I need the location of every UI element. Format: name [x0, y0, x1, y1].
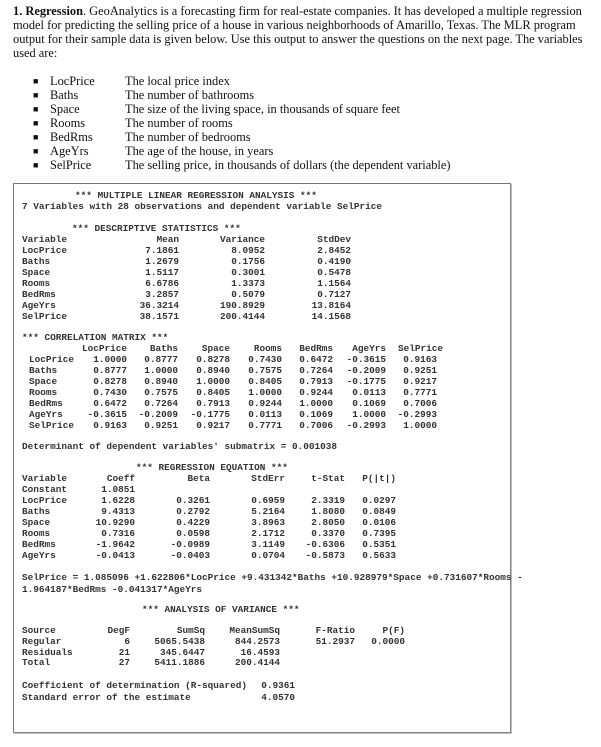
- table-cell: 1.0000: [196, 376, 230, 387]
- column-header: SumSq: [176, 625, 205, 636]
- variable-description: The number of bathrooms: [125, 88, 255, 102]
- column-header: Rooms: [253, 343, 282, 354]
- row-label: Baths: [22, 506, 51, 517]
- variable-description: The number of bedrooms: [125, 130, 251, 144]
- row-label: AgeYrs: [22, 550, 56, 561]
- table-cell: 0.7264: [144, 398, 178, 409]
- regression-equation: 1.964187*BedRms -0.041317*AgeYrs: [22, 584, 203, 595]
- table-cell: 0.3370: [311, 528, 345, 539]
- table-cell: 1.3373: [231, 278, 265, 289]
- variable-name: BedRms: [50, 130, 93, 144]
- table-cell: 1.0000: [299, 398, 333, 409]
- table-cell: 0.0297: [362, 495, 396, 506]
- bullet-icon: ■: [33, 118, 39, 128]
- table-cell: 6: [124, 636, 130, 647]
- table-cell: 0.9163: [93, 420, 127, 431]
- table-cell: -0.5873: [305, 550, 345, 561]
- table-cell: 0.7006: [299, 420, 333, 431]
- determinant-line: Determinant of dependent variables' submatrix = 0.001038: [22, 441, 338, 452]
- row-label: Baths: [22, 256, 51, 267]
- section-title: *** ANALYSIS OF VARIANCE ***: [142, 604, 300, 615]
- column-header: Variable: [22, 234, 68, 245]
- table-cell: 5.2164: [251, 506, 285, 517]
- table-cell: 0.1756: [231, 256, 265, 267]
- table-cell: 0.0113: [248, 409, 282, 420]
- table-cell: 0.7316: [101, 528, 135, 539]
- table-cell: -0.2009: [138, 409, 178, 420]
- table-cell: 0.5351: [362, 539, 396, 550]
- row-label: BedRms: [22, 539, 56, 550]
- table-cell: 0.5478: [317, 267, 351, 278]
- table-cell: 10.9290: [95, 517, 135, 528]
- table-cell: -0.6306: [305, 539, 345, 550]
- table-cell: 38.1571: [139, 311, 179, 322]
- table-cell: 0.2792: [176, 506, 210, 517]
- bullet-icon: ■: [33, 146, 39, 156]
- table-cell: -0.1775: [190, 409, 230, 420]
- table-cell: 0.6472: [299, 354, 333, 365]
- table-cell: 0.6959: [251, 495, 285, 506]
- row-label: Residuals: [22, 646, 73, 658]
- row-label: AgeYrs: [22, 300, 56, 311]
- regression-output-panel: [13, 183, 523, 733]
- variable-description: The size of the living space, in thousands of square feet: [125, 102, 400, 116]
- column-header: Variable: [22, 473, 68, 484]
- table-cell: 0.8278: [196, 354, 230, 365]
- row-label: AgeYrs: [29, 409, 63, 420]
- section-title: *** DESCRIPTIVE STATISTICS ***: [72, 223, 241, 234]
- table-cell: 0.8777: [93, 365, 127, 376]
- row-label: Total: [22, 657, 51, 668]
- table-cell: 1.0000: [403, 420, 437, 431]
- table-cell: 0.7913: [299, 376, 333, 387]
- column-header: AgeYrs: [352, 343, 386, 354]
- table-cell: 1.2679: [145, 256, 179, 267]
- table-cell: 0.9244: [299, 387, 333, 398]
- table-cell: 0.7771: [248, 420, 282, 431]
- table-cell: 0.4229: [176, 517, 210, 528]
- table-cell: 9.4313: [101, 506, 135, 517]
- table-cell: 0.7913: [196, 398, 230, 409]
- row-label: SelPrice: [29, 420, 75, 431]
- table-cell: 0.8777: [144, 354, 178, 365]
- variable-description: The age of the house, in years: [125, 144, 274, 158]
- table-cell: 0.9217: [403, 376, 437, 387]
- table-cell: 2.3319: [311, 495, 345, 506]
- table-cell: 1.0851: [101, 484, 135, 495]
- row-label: Rooms: [22, 528, 51, 539]
- variable-name: LocPrice: [50, 74, 95, 88]
- table-cell: 0.7430: [248, 354, 282, 365]
- bullet-icon: ■: [33, 90, 39, 100]
- table-cell: 0.3261: [176, 495, 210, 506]
- table-cell: 0.0849: [362, 506, 396, 517]
- table-cell: 0.9244: [248, 398, 282, 409]
- table-cell: 0.4190: [317, 256, 351, 267]
- table-cell: 200.4144: [234, 657, 280, 668]
- table-cell: 0.5079: [231, 289, 265, 300]
- table-cell: 16.4593: [240, 646, 280, 658]
- table-cell: 1.0000: [93, 354, 127, 365]
- column-header: Source: [22, 625, 56, 636]
- table-cell: 3.1149: [251, 539, 285, 550]
- column-header: P(|t|): [362, 473, 396, 484]
- table-cell: -0.0989: [170, 539, 210, 550]
- table-cell: 8.0952: [231, 245, 265, 256]
- row-label: LocPrice: [22, 495, 68, 506]
- table-cell: 345.6447: [159, 646, 205, 658]
- column-header: Mean: [156, 234, 179, 245]
- row-label: Rooms: [29, 387, 58, 398]
- table-cell: 0.3001: [231, 267, 265, 278]
- table-cell: 1.5117: [145, 267, 179, 278]
- column-header: StdErr: [251, 473, 285, 484]
- variable-description: The local price index: [125, 74, 230, 88]
- column-header: Beta: [187, 473, 210, 484]
- column-header: Coeff: [106, 473, 135, 484]
- table-cell: 2.8050: [311, 517, 345, 528]
- row-label: Rooms: [22, 278, 51, 289]
- table-cell: 27: [118, 657, 130, 668]
- column-header: P(F): [382, 625, 405, 636]
- row-label: LocPrice: [29, 354, 75, 365]
- table-cell: 1.0000: [144, 365, 178, 376]
- table-cell: 0.1069: [352, 398, 386, 409]
- variable-description: The selling price, in thousands of dollars (the dependent variable): [125, 158, 451, 172]
- r-squared-value: 0.9361: [261, 680, 295, 691]
- row-label: BedRms: [29, 398, 63, 409]
- bullet-icon: ■: [33, 160, 39, 170]
- table-cell: 0.9251: [144, 420, 178, 431]
- variable-name: Baths: [50, 88, 79, 102]
- table-cell: 13.8164: [311, 300, 351, 311]
- table-cell: 0.7771: [403, 387, 437, 398]
- variable-name: AgeYrs: [50, 144, 89, 158]
- table-cell: 5411.1886: [154, 657, 205, 668]
- table-cell: -0.3615: [87, 409, 127, 420]
- table-cell: 0.7575: [144, 387, 178, 398]
- table-cell: 5065.5438: [154, 636, 205, 647]
- table-cell: -0.2993: [346, 420, 386, 431]
- table-cell: 0.8278: [93, 376, 127, 387]
- column-header: DegF: [107, 625, 130, 636]
- table-cell: 0.7430: [93, 387, 127, 398]
- table-cell: 36.3214: [139, 300, 179, 311]
- table-cell: 0.7127: [317, 289, 351, 300]
- r-squared-label: Coefficient of determination (R-squared): [22, 680, 248, 691]
- table-cell: 0.0000: [371, 636, 405, 647]
- row-label: Space: [29, 376, 58, 387]
- column-header: SelPrice: [397, 343, 443, 354]
- column-header: t-Stat: [311, 473, 345, 484]
- table-cell: 0.7575: [248, 365, 282, 376]
- bullet-icon: ■: [33, 132, 39, 142]
- table-cell: 0.8940: [144, 376, 178, 387]
- std-error-label: Standard error of the estimate: [22, 692, 191, 703]
- table-cell: 0.7264: [299, 365, 333, 376]
- column-header: LocPrice: [81, 343, 127, 354]
- table-cell: 190.8929: [219, 300, 265, 311]
- row-label: BedRms: [22, 289, 56, 300]
- table-cell: 0.0598: [176, 528, 210, 539]
- table-cell: 0.9251: [403, 365, 437, 376]
- table-cell: 51.2937: [315, 636, 355, 647]
- table-cell: -0.2993: [397, 409, 437, 420]
- column-header: Baths: [149, 343, 178, 354]
- table-cell: 2.8452: [317, 245, 351, 256]
- table-cell: 1.1564: [317, 278, 351, 289]
- column-header: BedRms: [299, 343, 333, 354]
- table-cell: 1.8080: [311, 506, 345, 517]
- table-cell: -1.9642: [95, 539, 135, 550]
- section-title: *** CORRELATION MATRIX ***: [22, 332, 169, 343]
- table-cell: 0.8940: [196, 365, 230, 376]
- table-cell: 844.2573: [234, 636, 280, 647]
- table-cell: -0.0403: [170, 550, 210, 561]
- question-label: 1. Regression: [13, 4, 83, 18]
- table-cell: 0.8405: [248, 376, 282, 387]
- output-title: *** MULTIPLE LINEAR REGRESSION ANALYSIS ***: [75, 190, 317, 201]
- table-cell: 3.8963: [251, 517, 285, 528]
- row-label: Regular: [22, 636, 62, 647]
- row-label: SelPrice: [22, 311, 68, 322]
- column-header: Variance: [219, 234, 265, 245]
- regression-equation: SelPrice = 1.085096 +1.622806*LocPrice +9.431342*Baths +10.928979*Space +0.731607*Rooms -: [22, 572, 523, 583]
- table-cell: 21: [118, 646, 130, 658]
- table-cell: 1.0000: [248, 387, 282, 398]
- intro-paragraph: [13, 4, 593, 60]
- table-cell: 0.6472: [93, 398, 127, 409]
- column-header: Space: [201, 343, 230, 354]
- table-cell: 1.6228: [101, 495, 135, 506]
- table-cell: 0.1069: [299, 409, 333, 420]
- intro-text: . GeoAnalytics is a forecasting firm for real-estate companies. It has developed a multiple regression model for predicting the selling price of a house in various neighborhoods of Amarillo, Texas. The MLR program output for their sample data is given below. Use this output to answer the questions on the next page. The variables used are:: [13, 4, 583, 60]
- table-cell: -0.0413: [95, 550, 135, 561]
- table-cell: 0.9217: [196, 420, 230, 431]
- table-cell: 0.0106: [362, 517, 396, 528]
- table-cell: 0.5633: [362, 550, 396, 561]
- row-label: Constant: [22, 484, 68, 495]
- column-header: StdDev: [317, 234, 351, 245]
- row-label: Space: [22, 267, 51, 278]
- variable-name: SelPrice: [50, 158, 92, 172]
- table-cell: 0.9163: [403, 354, 437, 365]
- column-header: F-Ratio: [315, 625, 355, 636]
- table-cell: 14.1568: [311, 311, 351, 322]
- bullet-icon: ■: [33, 104, 39, 114]
- column-header: MeanSumSq: [229, 625, 280, 636]
- row-label: Space: [22, 517, 51, 528]
- std-error-value: 4.0570: [261, 692, 295, 703]
- bullet-icon: ■: [33, 76, 39, 86]
- table-cell: 0.7395: [362, 528, 396, 539]
- table-cell: 7.1861: [145, 245, 179, 256]
- table-cell: -0.1775: [346, 376, 386, 387]
- variable-name: Space: [50, 102, 80, 116]
- row-label: LocPrice: [22, 245, 68, 256]
- table-cell: 0.0113: [352, 387, 386, 398]
- section-title: *** REGRESSION EQUATION ***: [136, 462, 288, 473]
- table-cell: 2.1712: [251, 528, 285, 539]
- variable-description: The number of rooms: [125, 116, 233, 130]
- table-cell: -0.3615: [346, 354, 386, 365]
- table-cell: 1.0000: [352, 409, 386, 420]
- row-label: Baths: [29, 365, 58, 376]
- table-cell: 200.4144: [219, 311, 265, 322]
- table-cell: 0.0704: [251, 550, 285, 561]
- table-cell: 6.6786: [145, 278, 179, 289]
- table-cell: 3.2857: [145, 289, 179, 300]
- variable-name: Rooms: [50, 116, 86, 130]
- table-cell: 0.8405: [196, 387, 230, 398]
- table-cell: 0.7006: [403, 398, 437, 409]
- output-summary: 7 Variables with 28 observations and dependent variable SelPrice: [22, 201, 383, 212]
- table-cell: -0.2009: [346, 365, 386, 376]
